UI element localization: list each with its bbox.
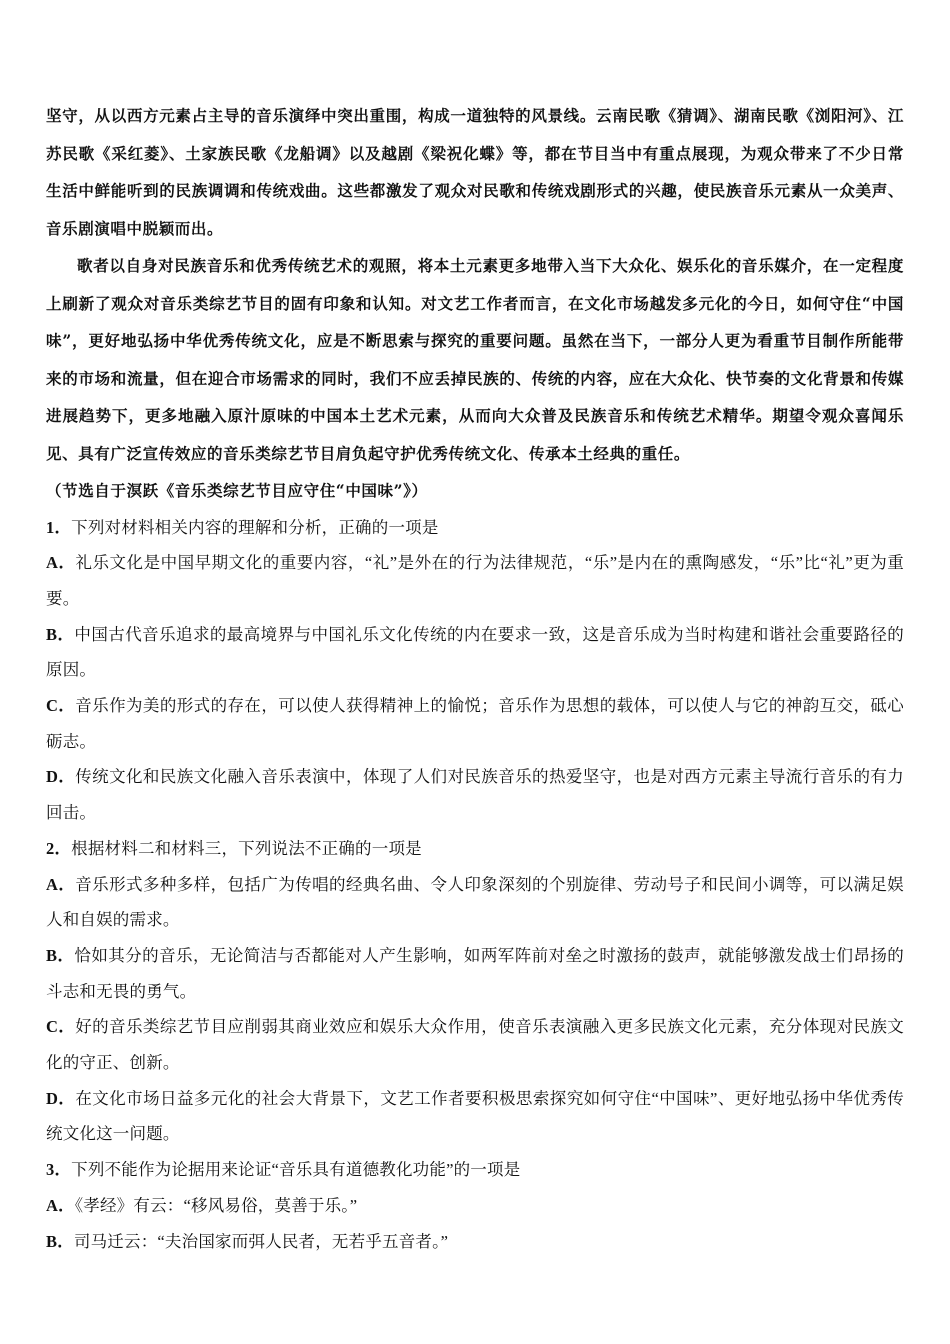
- option-d: [46, 759, 904, 830]
- question-number: 2．: [46, 838, 72, 858]
- question-2: [46, 831, 904, 1152]
- option-b: [46, 617, 904, 688]
- option-letter: B．: [46, 945, 75, 965]
- question-stem: [46, 831, 904, 867]
- option-letter: C．: [46, 1017, 76, 1037]
- question-number: 1．: [46, 517, 72, 537]
- option-a: [46, 1188, 904, 1224]
- option-a: [46, 867, 904, 938]
- option-d: [46, 1081, 904, 1152]
- passage-paragraph: 歌者以自身对民族音乐和优秀传统艺术的观照，将本土元素更多地带入当下大众化、娱乐化的音乐媒介，在一定程度上刷新了观众对音乐类综艺节目的固有印象和认知。对文艺工作者而言，在文化市场越发多元化的今日，如何守住“中国味”，更好地弘扬中华优秀传统文化，应是不断思索与探究的重要问题。虽然在当下，一部分人更为看重节目制作所能带来的市场和流量，但在迎合市场需求的同时，我们不应丢掉民族的、传统的内容，应在大众化、快节奏的文化背景和传媒进展趋势下，更多地融入原汁原味的中国本土艺术元素，从而向大众普及民族音乐和传统艺术精华。期望令观众喜闻乐见、具有广泛宣传效应的音乐类综艺节目肩负起守护优秀传统文化、传承本土经典的重任。: [46, 256, 904, 463]
- option-text: 好的音乐类综艺节目应削弱其商业效应和娱乐大众作用，使音乐表演融入更多民族文化元素，充分体现对民族文化的守正、创新。: [46, 1017, 904, 1073]
- option-b: [46, 938, 904, 1009]
- option-letter: A．: [46, 874, 76, 894]
- option-text: 《孝经》有云：“移风易俗，莫善于乐。”: [74, 1195, 358, 1215]
- option-letter: A．: [46, 553, 76, 573]
- option-text: 传统文化和民族文化融入音乐表演中，体现了人们对民族音乐的热爱坚守，也是对西方元素主导流行音乐的有力回击。: [46, 767, 904, 823]
- option-letter: B．: [46, 1231, 74, 1251]
- option-letter: C．: [46, 696, 76, 716]
- option-text: 礼乐文化是中国早期文化的重要内容，“礼”是外在的行为法律规范，“乐”是内在的熏陶感发，“乐”比“礼”更为重要。: [46, 553, 904, 608]
- option-letter: D．: [46, 767, 76, 787]
- option-c: [46, 1009, 904, 1080]
- question-1: [46, 510, 904, 831]
- option-letter: A．: [46, 1195, 75, 1215]
- question-stem-text: 下列不能作为论据用来论证“音乐具有道德教化功能”的一项是: [71, 1160, 521, 1180]
- option-text: 音乐作为美的形式的存在，可以使人获得精神上的愉悦；音乐作为思想的载体，可以使人与它的神韵互交，砥心砺志。: [46, 696, 904, 751]
- option-text: 音乐形式多种多样，包括广为传唱的经典名曲、令人印象深刻的个别旋律、劳动号子和民间小调等，可以满足娱人和自娱的需求。: [46, 874, 904, 930]
- option-text: 恰如其分的音乐，无论简洁与否都能对人产生影响，如两军阵前对垒之时激扬的鼓声，就能够激发战士们昂扬的斗志和无畏的勇气。: [46, 945, 905, 1001]
- question-number: 3．: [46, 1160, 72, 1180]
- option-c: [46, 688, 904, 759]
- option-text: 司马迁云：“夫治国家而弭人民者，无若乎五音者。”: [73, 1231, 449, 1251]
- option-b: [46, 1224, 904, 1260]
- reading-passage: [46, 97, 904, 510]
- question-stem: [46, 510, 904, 546]
- passage-source: （节选自于溟跃《音乐类综艺节目应守住“中国味”》）: [46, 481, 428, 500]
- question-list: [46, 510, 904, 1260]
- passage-paragraph: 坚守，从以西方元素占主导的音乐演绎中突出重围，构成一道独特的风景线。云南民歌《猜调》、湖南民歌《浏阳河》、江苏民歌《采红菱》、土家族民歌《龙船调》以及越剧《梁祝化蝶》等，都在节目当中有重点展现，为观众带来了不少日常生活中鲜能听到的民族调调和传统戏曲。这些都激发了观众对民歌和传统戏剧形式的兴趣，使民族音乐元素从一众美声、音乐剧演唱中脱颖而出。: [46, 106, 904, 238]
- question-stem: [46, 1152, 904, 1188]
- question-stem-text: 根据材料二和材料三，下列说法不正确的一项是: [71, 838, 422, 858]
- option-letter: B．: [46, 624, 75, 644]
- question-3: [46, 1152, 904, 1259]
- option-a: [46, 545, 904, 616]
- option-text: 在文化市场日益多元化的社会大背景下，文艺工作者要积极思索探究如何守住“中国味”、更好地弘扬中华优秀传统文化这一问题。: [46, 1088, 904, 1144]
- option-letter: D．: [46, 1088, 76, 1108]
- question-stem-text: 下列对材料相关内容的理解和分析，正确的一项是: [71, 517, 439, 537]
- option-text: 中国古代音乐追求的最高境界与中国礼乐文化传统的内在要求一致，这是音乐成为当时构建和谐社会重要路径的原因。: [46, 624, 905, 680]
